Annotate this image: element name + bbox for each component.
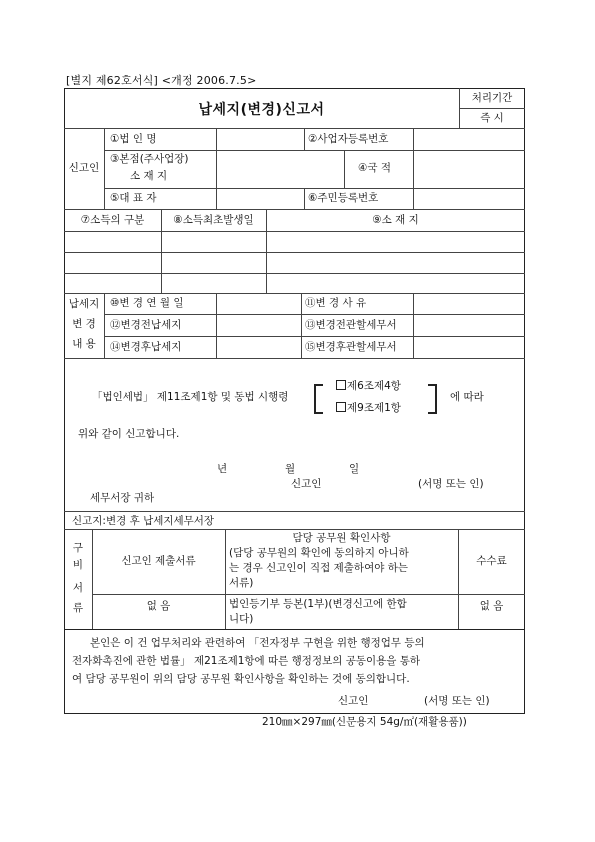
docs-officer-value-1: 법인등기부 등본(1부)(변경신고에 한합 [229,598,407,610]
divider [104,314,525,315]
change-date-label: ⑩변 경 연 월 일 [110,297,184,309]
date-year-label: 년 [217,463,228,475]
divider [64,209,525,210]
docs-group-char-1: 구 [72,542,84,554]
divider [216,128,217,209]
consent-line-1: 본인은 이 건 업무처리와 관련하여 「전자정부 구현을 위한 행정업무 등의 [90,637,425,649]
law-option-1-label: 제6조제4항 [347,380,401,392]
divider [64,293,525,294]
law-reference-text: 「법인세법」 제11조제1항 및 동법 시행령 [92,391,289,403]
divider [104,293,105,358]
prev-taxplace-label: ⑫변경전납세지 [110,319,182,331]
consent-signer-label: 신고인 [338,695,369,707]
docs-group-char-2: 비 [72,559,84,571]
date-day-label: 일 [349,463,360,475]
signer-label: 신고인 [291,478,322,490]
divider [64,273,525,274]
law-option-1[interactable] [336,380,401,393]
bracket-right [428,384,437,414]
divider [459,108,525,109]
checkbox-icon[interactable] [336,402,346,412]
resident-reg-number-label: ⑥주민등록번호 [308,192,379,204]
divider [64,128,525,129]
docs-group-char-4: 류 [72,602,84,614]
divider [413,128,414,150]
date-month-label: 월 [285,463,296,475]
income-type-header: ⑦소득의 구분 [80,214,145,226]
fee-value: 없 음 [479,600,504,612]
divider [64,252,525,253]
divider [92,594,525,595]
nationality-label: ④국 적 [358,162,392,174]
divider [216,293,217,358]
docs-officer-header: 담당 공무원 확인사항 [292,532,391,544]
divider [64,358,525,359]
docs-officer-note-2: 는 경우 신고인이 직접 제출하여야 하는 [229,562,408,574]
paper-spec-footer: 210㎜×297㎜(신문용지 54g/㎡(재활용품)) [262,716,467,728]
form-number-header: [별지 제62호서식] <개정 2006.7.5> [66,74,257,87]
representative-label: ⑤대 표 자 [110,192,157,204]
divider [104,128,105,209]
divider [304,128,305,150]
divider [413,293,414,358]
applicant-group-label: 신고인 [68,162,100,174]
consent-sign-note: (서명 또는 인) [424,695,490,707]
processing-period-label: 처리기간 [471,92,513,104]
divider [64,629,525,630]
declaration-text: 위와 같이 신고합니다. [78,428,180,440]
docs-officer-value-2: 니다) [229,613,254,625]
divider [304,188,305,209]
sign-note: (서명 또는 인) [418,478,484,490]
change-group-label-2: 변 경 [72,318,96,330]
new-taxplace-label: ⑭변경후납세지 [110,341,182,353]
divider [301,293,302,358]
consent-line-3: 여 담당 공무원이 위의 담당 공무원 확인사항을 확인하는 것에 동의합니다. [72,673,410,685]
headoffice-label: ③본점(주사업장) [110,153,189,165]
docs-applicant-value: 없 음 [146,600,171,612]
divider [344,150,345,188]
docs-applicant-header: 신고인 제출서류 [121,555,196,567]
change-group-label-3: 내 용 [72,338,96,350]
processing-period-value: 즉 시 [480,112,504,124]
income-location-header: ⑨소 재 지 [372,214,419,226]
fee-header: 수수료 [476,555,507,567]
divider [104,336,525,337]
docs-officer-note-1: (담당 공무원의 확인에 동의하지 아니하 [229,547,409,559]
form-title: 납세지(변경)신고서 [198,102,325,118]
change-group-label-1: 납세지 [68,298,100,310]
headoffice-location-label: 소 재 지 [130,170,168,182]
divider [104,150,525,151]
divider [64,231,525,232]
docs-group-char-3: 서 [72,582,84,594]
prev-taxoffice-label: ⑬변경전관할세무서 [305,319,397,331]
checkbox-icon[interactable] [336,380,346,390]
divider [64,511,525,512]
corp-name-label: ①법 인 명 [110,133,157,145]
change-reason-label: ⑪변 경 사 유 [305,297,367,309]
law-option-2[interactable] [336,402,401,415]
submit-to-label: 신고지:변경 후 납세지세무서장 [72,515,215,527]
divider [64,529,525,530]
law-after-text: 에 따라 [450,391,484,403]
docs-officer-note-3: 서류) [229,577,254,589]
income-first-date-header: ⑧소득최초발생일 [173,214,254,226]
business-reg-number-label: ②사업자등록번호 [308,133,389,145]
divider [413,150,414,188]
bracket-left [314,384,323,414]
divider [104,188,525,189]
new-taxoffice-label: ⑮변경후관할세무서 [305,341,397,353]
divider [458,529,459,629]
divider [413,188,414,209]
law-option-2-label: 제9조제1항 [347,402,401,414]
consent-line-2: 전자화촉진에 관한 법률」 제21조제1항에 따른 행정정보의 공동이용을 통하 [72,655,421,667]
recipient-label: 세무서장 귀하 [90,492,155,504]
divider [92,529,93,629]
